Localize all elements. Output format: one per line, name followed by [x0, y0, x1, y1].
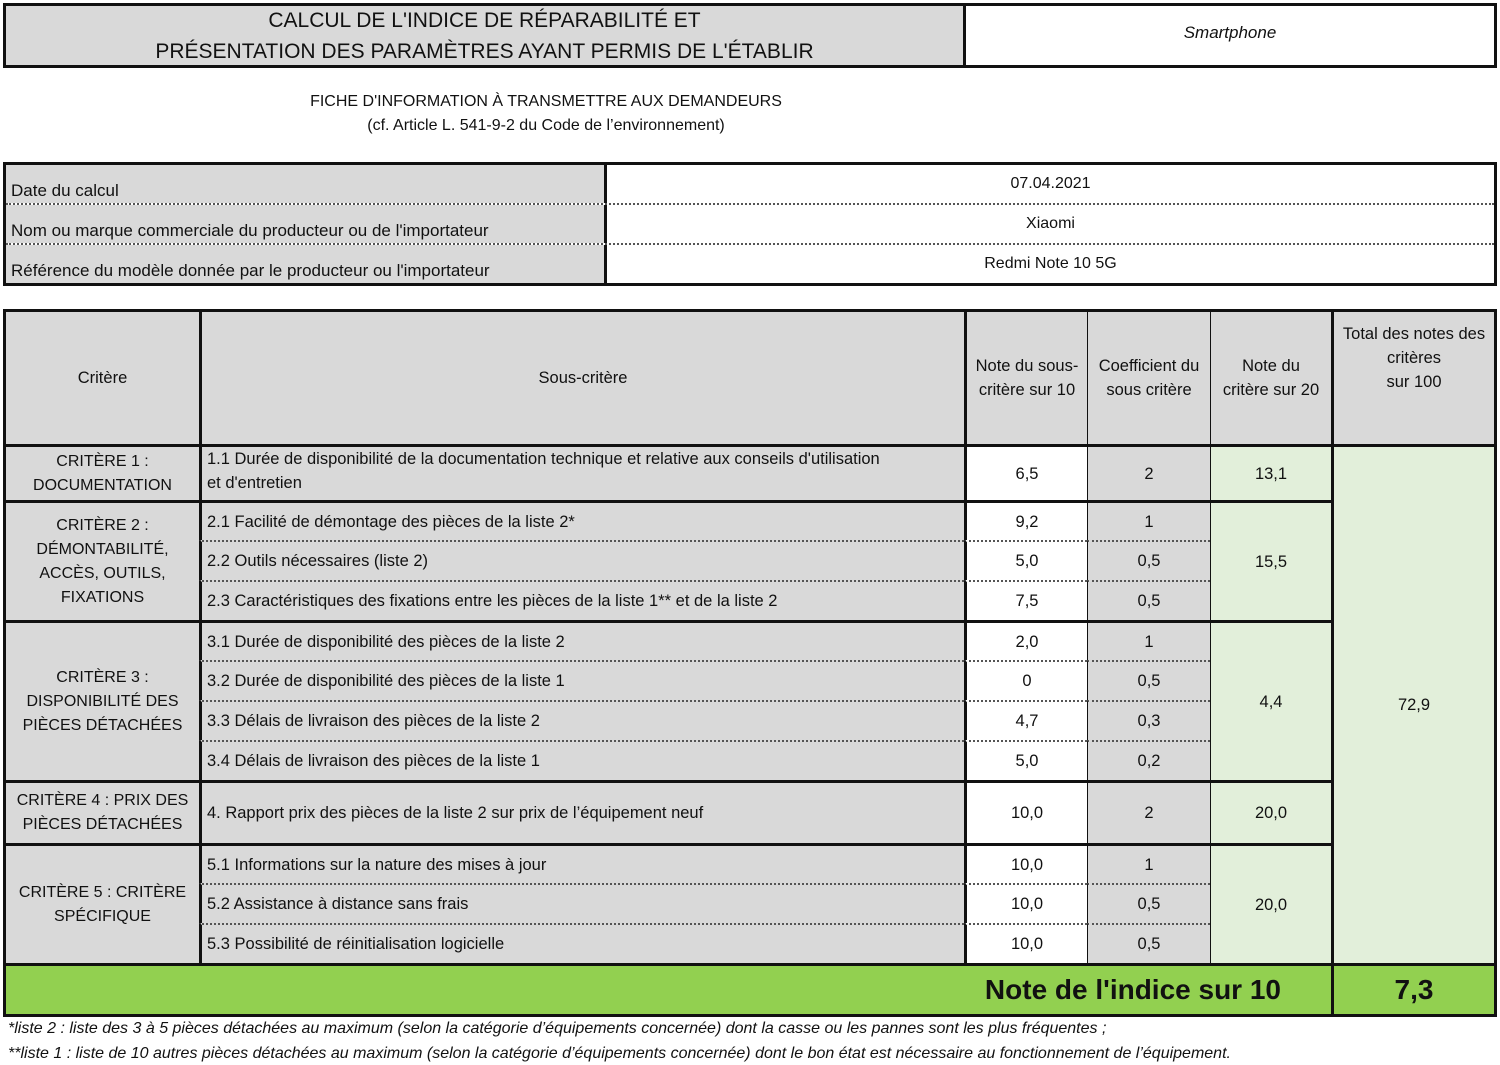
sub-criterion-3-2: 3.2 Durée de disponibilité des pièces de la liste 1	[199, 660, 964, 700]
sub-coef: 2	[1087, 444, 1210, 500]
footnote-liste-2: *liste 2 : liste des 3 à 5 pièces détachées au maximum (selon la catégorie d’équipements concernée) dont la casse ou les pannes sont les plus fréquentes ;	[8, 1020, 1107, 1037]
info-label: Référence du modèle donnée par le producteur ou l'importateur	[6, 245, 607, 283]
sub-note: 5,0	[964, 740, 1087, 780]
sub-coef: 0,5	[1087, 923, 1210, 963]
criterion-text: CRITÈRE 5 : CRITÈRE	[18, 883, 187, 901]
sub-note: 10,0	[964, 780, 1087, 843]
sub-coef: 0,5	[1087, 580, 1210, 620]
criterion-text: ACCÈS, OUTILS,	[39, 564, 166, 582]
product-info-table	[3, 162, 1497, 286]
header-text: critères	[1386, 349, 1442, 367]
criterion-2-score: 15,5	[1210, 500, 1331, 620]
document-header	[3, 3, 1497, 68]
criterion-4-name	[6, 780, 199, 843]
sub-note: 10,0	[964, 923, 1087, 963]
criterion-1-name	[6, 444, 199, 500]
sub-note: 6,5	[964, 444, 1087, 500]
header-text: sous critère	[1106, 381, 1192, 399]
info-value: Redmi Note 10 5G	[984, 255, 1117, 272]
criterion-text: SPÉCIFIQUE	[54, 907, 151, 925]
criterion-text: DOCUMENTATION	[33, 476, 172, 494]
info-row-brand	[6, 203, 1494, 243]
sub-note: 10,0	[964, 883, 1087, 923]
info-value: 07.04.2021	[1010, 175, 1091, 192]
subtitle-line-1: FICHE D'INFORMATION À TRANSMETTRE AUX DEMANDEURS	[310, 93, 782, 110]
col-header-coefficient	[1087, 312, 1210, 444]
criterion-3-name	[6, 620, 199, 780]
document-title	[6, 6, 966, 65]
col-header-critere: Critère	[6, 312, 199, 444]
sub-criterion-5-1: 5.1 Informations sur la nature des mises à jour	[199, 843, 964, 883]
sub-note: 0	[964, 660, 1087, 700]
criterion-text: CRITÈRE 1 :	[56, 452, 149, 470]
col-header-note-sous-critere	[964, 312, 1087, 444]
sub-coef: 0,2	[1087, 740, 1210, 780]
criterion-4-score: 20,0	[1210, 780, 1331, 843]
sub-criterion-text: 1.1 Durée de disponibilité de la documentation technique et relative aux conseils d'utilisation	[207, 450, 880, 468]
criterion-text: CRITÈRE 3 :	[56, 668, 149, 686]
sub-coef: 1	[1087, 843, 1210, 883]
criterion-text: DÉMONTABILITÉ,	[36, 540, 169, 558]
criterion-text: PIÈCES DÉTACHÉES	[22, 816, 183, 833]
sub-note: 2,0	[964, 620, 1087, 660]
footnote-liste-1: **liste 1 : liste de 10 autres pièces détachées au maximum (selon la catégorie d’équipements concernée) dont le bon état est nécessaire au fonctionnement de l’équipement.	[8, 1045, 1231, 1062]
criterion-text: CRITÈRE 4 : PRIX DES	[16, 792, 189, 809]
index-label: Note de l'indice sur 10	[6, 963, 1331, 1014]
info-row-date	[6, 165, 1494, 203]
info-label: Nom ou marque commerciale du producteur ou de l'importateur	[6, 205, 607, 243]
subtitle	[0, 90, 1092, 138]
subtitle-line-2: (cf. Article L. 541-9-2 du Code de l’environnement)	[367, 117, 725, 134]
index-value: 7,3	[1331, 963, 1494, 1014]
sub-coef: 0,5	[1087, 660, 1210, 700]
sub-coef: 1	[1087, 500, 1210, 540]
criterion-2-name	[6, 500, 199, 620]
sub-criterion-2-3: 2.3 Caractéristiques des fixations entre les pièces de la liste 1** et de la liste 2	[199, 580, 964, 620]
criterion-5-score: 20,0	[1210, 843, 1331, 963]
sub-note: 5,0	[964, 540, 1087, 580]
sub-criterion-3-3: 3.3 Délais de livraison des pièces de la liste 2	[199, 700, 964, 740]
sub-note: 9,2	[964, 500, 1087, 540]
sub-criterion-1-1	[199, 444, 964, 500]
sub-note: 7,5	[964, 580, 1087, 620]
sub-note: 10,0	[964, 843, 1087, 883]
title-line-1: CALCUL DE L'INDICE DE RÉPARABILITÉ ET	[268, 8, 701, 32]
sub-criterion-3-1: 3.1 Durée de disponibilité des pièces de la liste 2	[199, 620, 964, 660]
header-text: critère sur 10	[978, 381, 1076, 399]
sub-coef: 0,5	[1087, 540, 1210, 580]
criterion-1-score: 13,1	[1210, 444, 1331, 500]
sub-criterion-3-4: 3.4 Délais de livraison des pièces de la liste 1	[199, 740, 964, 780]
info-row-model	[6, 243, 1494, 283]
header-text: Coefficient du	[1098, 357, 1200, 375]
criterion-3-score: 4,4	[1210, 620, 1331, 780]
col-header-note-critere	[1210, 312, 1331, 444]
sub-note: 4,7	[964, 700, 1087, 740]
title-line-2: PRÉSENTATION DES PARAMÈTRES AYANT PERMIS DE L'ÉTABLIR	[155, 39, 814, 63]
repairability-table	[3, 309, 1497, 1017]
col-header-sous-critere: Sous-critère	[199, 312, 964, 444]
criterion-text: DISPONIBILITÉ DES	[26, 692, 179, 710]
sub-criterion-5-3: 5.3 Possibilité de réinitialisation logicielle	[199, 923, 964, 963]
sub-criterion-text: et d'entretien	[207, 474, 302, 492]
criterion-text: CRITÈRE 2 :	[56, 516, 149, 534]
criterion-5-name	[6, 843, 199, 963]
header-text: Note du	[1242, 357, 1300, 375]
col-header-total	[1331, 312, 1494, 444]
sub-criterion-2-1: 2.1 Facilité de démontage des pièces de la liste 2*	[199, 500, 964, 540]
header-text: Note du sous-	[975, 357, 1079, 375]
sub-coef: 2	[1087, 780, 1210, 843]
info-value: Xiaomi	[1026, 215, 1075, 232]
sub-criterion-4: 4. Rapport prix des pièces de la liste 2 sur prix de l’équipement neuf	[199, 780, 964, 843]
header-text: critère sur 20	[1222, 381, 1320, 399]
product-category: Smartphone	[1183, 22, 1277, 42]
header-text: sur 100	[1386, 373, 1442, 391]
info-label: Date du calcul	[6, 165, 607, 203]
sub-coef: 0,5	[1087, 883, 1210, 923]
criterion-text: PIÈCES DÉTACHÉES	[22, 716, 183, 734]
header-text: Total des notes des	[1342, 325, 1486, 343]
footnotes	[8, 1016, 1231, 1065]
sub-criterion-5-2: 5.2 Assistance à distance sans frais	[199, 883, 964, 923]
sub-criterion-2-2: 2.2 Outils nécessaires (liste 2)	[199, 540, 964, 580]
sub-coef: 0,3	[1087, 700, 1210, 740]
total-score-100: 72,9	[1331, 444, 1494, 963]
criterion-text: FIXATIONS	[60, 588, 145, 606]
sub-coef: 1	[1087, 620, 1210, 660]
